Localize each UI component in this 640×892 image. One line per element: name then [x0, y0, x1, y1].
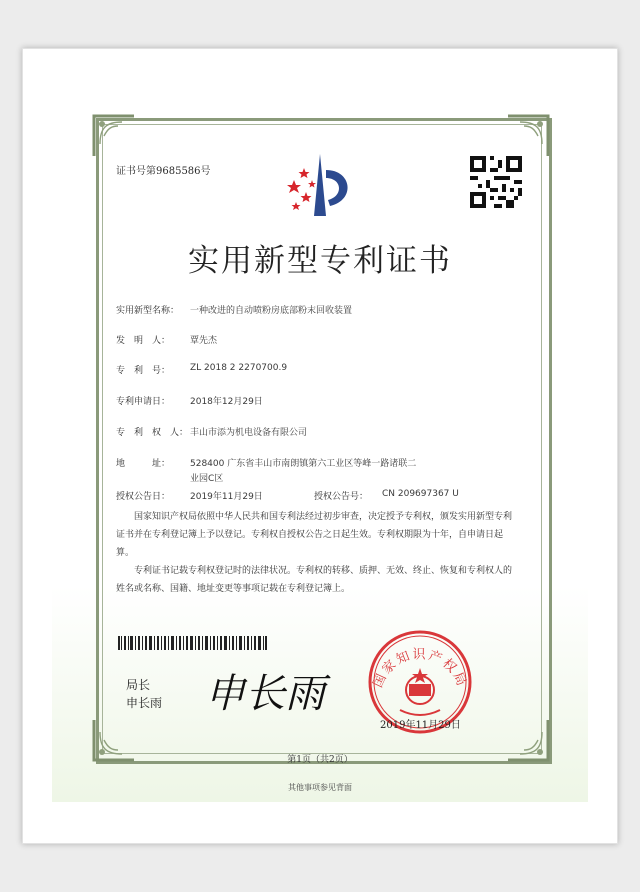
certificate-paragraph-1: 国家知识产权局依照中华人民共和国专利法经过初步审查，决定授予专利权，颁发实用新型专利证书并在专利登记簿上予以登记。专利权自授权公告之日起生效。专利权期限为十年，自申请日起算。	[116, 512, 513, 558]
barcode-icon	[118, 636, 268, 650]
field-label-application-date: 专利申请日：	[116, 397, 171, 407]
seal-date: 2019年11月29日	[380, 720, 461, 731]
grant-number-label: 授权公告号：	[314, 492, 369, 502]
field-value-patentee: 丰山市添为机电设备有限公司	[190, 428, 308, 438]
field-label-patentee: 专 利 权 人：	[116, 428, 189, 438]
field-label-patent-number: 专 利 号：	[116, 366, 171, 376]
field-value-patent-number: ZL 2018 2 2270700.9	[190, 363, 288, 373]
certificate-number: 证书号第9685586号	[116, 166, 211, 177]
field-label-name: 实用新型名称：	[116, 306, 180, 316]
seal-text: 国家知识产权局	[370, 647, 470, 691]
qr-code-icon	[470, 156, 522, 208]
field-label-address: 地 址：	[116, 459, 171, 469]
director-name: 申长雨	[126, 696, 163, 710]
patent-office-logo-icon	[282, 150, 358, 222]
field-value-address-line2: 业园C区	[190, 474, 224, 484]
page-number: 第1页（共2页）	[287, 755, 353, 765]
grant-date-value: 2019年11月29日	[190, 492, 263, 502]
footer-note: 其他事项参见背面	[288, 783, 352, 792]
certificate-paragraph-2: 专利证书记载专利权登记时的法律状况。专利权的转移、质押、无效、终止、恢复和专利权人的姓名或名称、国籍、地址变更等事项记载在专利登记簿上。	[116, 566, 513, 594]
field-value-address: 528400 广东省丰山市南朗镇第六工业区等峰一路诸联二	[190, 459, 417, 469]
corner-ornament-icon	[92, 114, 136, 158]
grant-date-label: 授权公告日：	[116, 492, 171, 502]
director-signature: 申长雨	[205, 671, 325, 717]
field-label-inventor: 发 明 人：	[116, 336, 171, 346]
corner-ornament-icon	[506, 114, 550, 158]
field-value-inventor: 覃先杰	[190, 336, 218, 346]
grant-number-value: CN 209697367 U	[382, 489, 459, 499]
field-value-name: 一种改进的自动喷粉房底部粉末回收装置	[190, 306, 353, 316]
field-value-application-date: 2018年12月29日	[190, 397, 263, 407]
certificate-title: 实用新型专利证书	[188, 243, 452, 279]
director-title: 局长	[126, 678, 151, 692]
